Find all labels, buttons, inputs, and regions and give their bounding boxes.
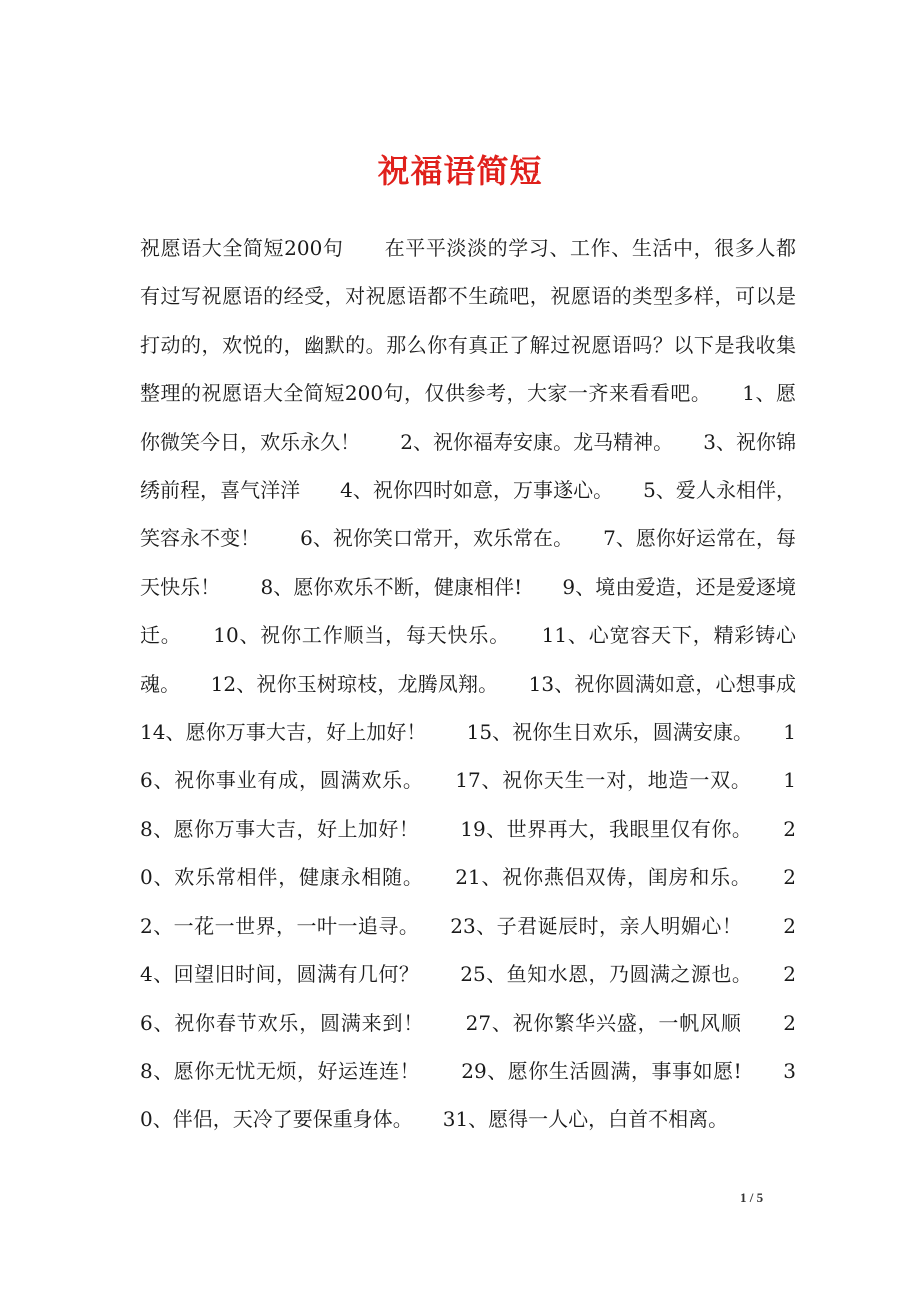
document-title: 祝福语简短 [377, 152, 543, 190]
document-body: 祝愿语大全简短200句 在平平淡淡的学习、工作、生活中，很多人都有过写祝愿语的经受，对祝愿语都不生疏吧，祝愿语的类型多样，可以是打动的，欢悦的，幽默的。那么你有真正了解过祝愿语吗？以下是我收集整理的祝愿语大全简短200句，仅供参考，大家一齐来看看吧。 1、愿你微笑今日，欢乐永久！ 2、祝你福寿安康。龙马精神。 3、祝你锦绣前程，喜气洋洋 4、祝你四时如意，万事遂心。 5、爱人永相伴，笑容永不变！ 6、祝你笑口常开，欢乐常在。 7、愿你好运常在，每天快乐！ 8、愿你欢乐不断，健康相伴! 9、境由爱造，还是爱逐境迁。 10、祝你工作顺当，每天快乐。 11、心宽容天下，精彩铸心魂。 12、祝你玉树琼枝，龙腾凤翔。 13、祝你圆满如意，心想事成 14、愿你万事大吉，好上加好！ 15、祝你生日欢乐，圆满安康。 16、祝你事业有成，圆满欢乐。 17、祝你天生一对，地造一双。 18、愿你万事大吉，好上加好！ 19、世界再大，我眼里仅有你。 20、欢乐常相伴，健康永相随。 21、祝你燕侣双俦，闺房和乐。 22、一花一世界，一叶一追寻。 23、子君诞辰时，亲人明媚心！ 24、回望旧时间，圆满有几何？ 25、鱼知水恩，乃圆满之源也。 26、祝你春节欢乐，圆满来到！ 27、祝你繁华兴盛，一帆风顺 28、愿你无忧无烦，好运连连！ 29、愿你生活圆满，事事如愿! 30、伴侣，天冷了要保重身体。 31、愿得一人心，白首不相离。 [140, 236, 836, 1132]
page-number: 1 / 5 [740, 1190, 764, 1205]
